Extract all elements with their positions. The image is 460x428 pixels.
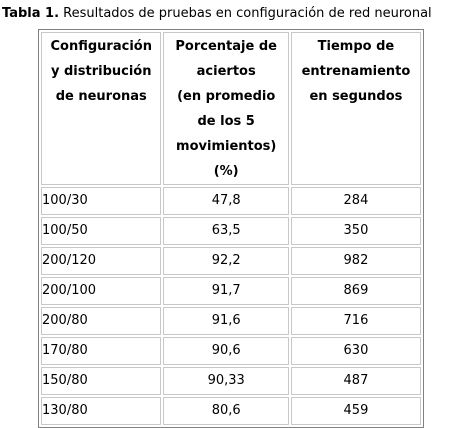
caption-label: Tabla 1. (2, 6, 60, 21)
cell-tiempo: 630 (291, 337, 421, 365)
header-line: en segundos (309, 89, 403, 104)
cell-porcentaje: 91,6 (163, 307, 288, 335)
cell-porcentaje: 91,7 (163, 277, 288, 305)
caption-text: Resultados de pruebas en configuración de red neuronal (63, 6, 432, 21)
cell-porcentaje: 63,5 (163, 217, 288, 245)
cell-configuracion: 200/120 (41, 247, 161, 275)
header-line: y distribución (50, 64, 152, 79)
cell-porcentaje: 90,33 (163, 367, 288, 395)
cell-porcentaje: 80,6 (163, 397, 288, 425)
cell-tiempo: 982 (291, 247, 421, 275)
table-row (41, 247, 421, 275)
header-line: de los 5 (197, 114, 255, 129)
cell-configuracion: 130/80 (41, 397, 161, 425)
cell-configuracion: 200/100 (41, 277, 161, 305)
table-row (41, 187, 421, 215)
header-row (41, 32, 421, 185)
cell-tiempo: 459 (291, 397, 421, 425)
header-line: movimientos) (176, 139, 277, 154)
cell-tiempo: 487 (291, 367, 421, 395)
table-row (41, 307, 421, 335)
cell-porcentaje: 92,2 (163, 247, 288, 275)
header-configuracion (41, 32, 161, 185)
results-table (38, 29, 424, 428)
header-line: Tiempo de (317, 39, 395, 54)
cell-tiempo: 716 (291, 307, 421, 335)
header-porcentaje (163, 32, 288, 185)
cell-tiempo: 869 (291, 277, 421, 305)
cell-configuracion: 200/80 (41, 307, 161, 335)
table-row (41, 397, 421, 425)
cell-tiempo: 350 (291, 217, 421, 245)
header-line: aciertos (196, 64, 256, 79)
header-line: (en promedio (177, 89, 276, 104)
cell-configuracion: 100/30 (41, 187, 161, 215)
header-line: Configuración (50, 39, 152, 54)
header-line: de neuronas (55, 89, 147, 104)
header-line: (%) (213, 164, 239, 179)
table-row (41, 217, 421, 245)
header-tiempo (291, 32, 421, 185)
table-caption (2, 6, 432, 21)
cell-configuracion: 170/80 (41, 337, 161, 365)
table-row (41, 337, 421, 365)
table-row (41, 367, 421, 395)
cell-configuracion: 150/80 (41, 367, 161, 395)
header-line: entrenamiento (301, 64, 411, 79)
header-line: Porcentaje de (175, 39, 277, 54)
cell-configuracion: 100/50 (41, 217, 161, 245)
cell-porcentaje: 47,8 (163, 187, 288, 215)
table-row (41, 277, 421, 305)
cell-porcentaje: 90,6 (163, 337, 288, 365)
cell-tiempo: 284 (291, 187, 421, 215)
